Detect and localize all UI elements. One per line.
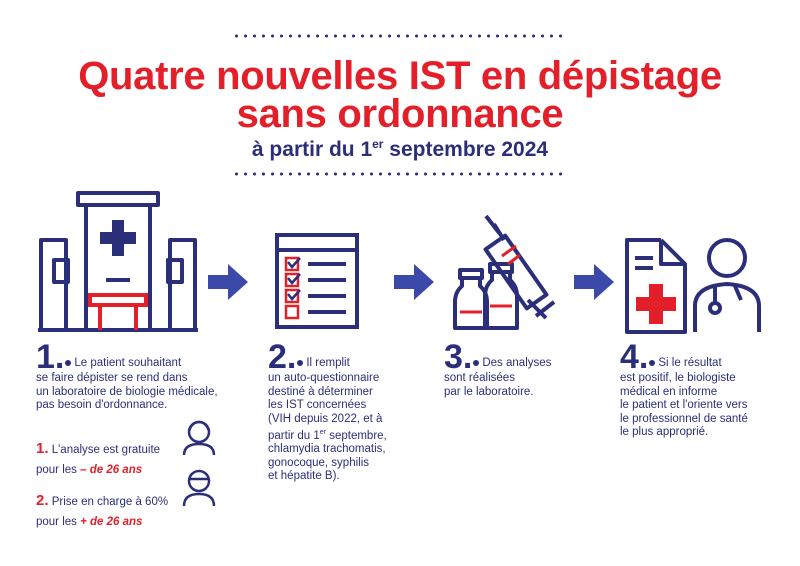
- bullet-dot: [473, 360, 479, 366]
- bullet-dot: [649, 360, 655, 366]
- medical-report-doctor-icon: [623, 236, 763, 336]
- arrow-right-icon: [394, 262, 436, 302]
- step-3: 3. Des analyses sont réalisées par le laboratoire.: [444, 338, 552, 398]
- note-free-under-26: 1. L'analyse est gratuite pour les – de 26 ans: [36, 440, 161, 476]
- laboratory-building-icon: [38, 190, 198, 335]
- page-subtitle: à partir du 1er septembre 2024: [251, 137, 549, 161]
- arrow-right-icon: [574, 262, 616, 302]
- young-person-icon: [180, 417, 218, 457]
- step-number: 2.: [268, 338, 297, 376]
- step-number: 1.: [36, 338, 65, 376]
- bottom-dotted-divider: [232, 172, 568, 176]
- step-number: 4.: [620, 338, 649, 376]
- arrow-right-icon: [208, 262, 250, 302]
- step-2: 2. Il remplit un auto-questionnaire destiné à déterminer les IST concernées (VIH depuis 2022, et à partir du 1er septembre, chlamydia trachomatis, gonocoque, syphilis et hépatite B).: [268, 338, 387, 483]
- checklist-icon: [274, 232, 360, 330]
- bullet-dot: [297, 360, 303, 366]
- bullet-dot: [65, 360, 71, 366]
- note-60-percent-over-26: 2. Prise en charge à 60% pour les + de 26 ans: [36, 492, 169, 528]
- step-1: 1. Le patient souhaitant se faire dépister se rend dans un laboratoire de biologie médicale, pas besoin d'ordonnance.: [36, 338, 218, 411]
- page-title-line-2: sans ordonnance: [236, 92, 564, 136]
- vials-syringe-icon: [450, 212, 575, 332]
- step-4: 4. Si le résultat est positif, le biologiste médical en informe le patient et l'oriente vers le professionnel de santé le plus approprié.: [620, 338, 748, 438]
- adult-person-icon: [180, 466, 218, 508]
- step-number: 3.: [444, 338, 473, 376]
- top-dotted-divider: [232, 34, 568, 38]
- page-title-line-1: Quatre nouvelles IST en dépistage: [78, 54, 722, 98]
